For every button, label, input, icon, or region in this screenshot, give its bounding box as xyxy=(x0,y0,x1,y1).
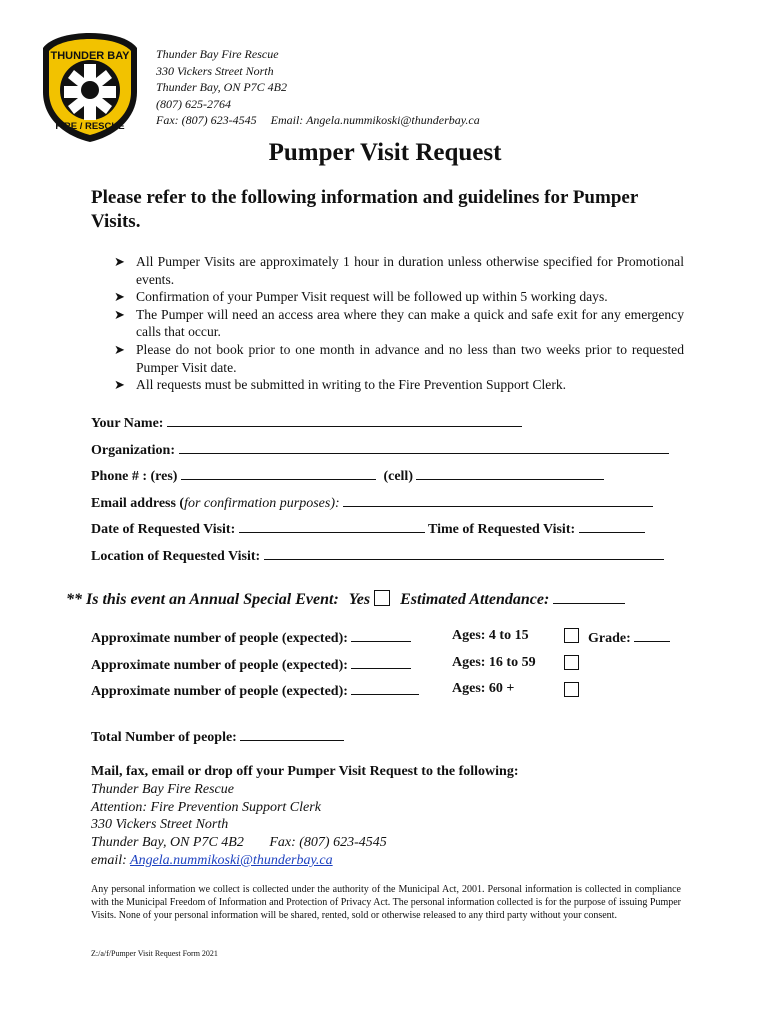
time-label: Time of Requested Visit: xyxy=(428,522,576,537)
logo-bottom-text: FIRE / RESCUE xyxy=(55,121,125,132)
age-4-15-checkbox[interactable] xyxy=(564,628,579,643)
name-row xyxy=(91,413,522,432)
age-60-plus-checkbox[interactable] xyxy=(564,682,579,697)
guideline-item: ➤ The Pumper will need an access area where they can make a quick and safe exit for any emergency calls that occur. xyxy=(114,306,684,340)
location-label: Location of Requested Visit: xyxy=(91,549,261,564)
phone-res-label: Phone # : (res) xyxy=(91,469,178,484)
age-people-field[interactable] xyxy=(351,681,419,695)
age-people-label: Approximate number of people (expected): xyxy=(91,684,348,699)
age-people-field[interactable] xyxy=(351,628,411,642)
arrow-bullet-icon: ➤ xyxy=(114,306,125,322)
guideline-item: ➤ All Pumper Visits are approximately 1 hour in duration unless otherwise specified for Promotional events. xyxy=(114,254,684,287)
guideline-item: ➤ Confirmation of your Pumper Visit request will be followed up within 5 working days. xyxy=(114,289,608,305)
email-row xyxy=(91,493,653,512)
date-label: Date of Requested Visit: xyxy=(91,522,236,537)
mail-heading: Mail, fax, email or drop off your Pumper Visit Request to the following: xyxy=(91,764,519,779)
header-contact xyxy=(156,46,480,129)
mail-fax: Fax: (807) 623-4545 xyxy=(269,835,387,851)
guidelines-list xyxy=(114,253,684,394)
name-field[interactable] xyxy=(167,413,522,427)
total-row xyxy=(91,727,344,746)
mail-instructions xyxy=(91,763,519,870)
age-range-3: Ages: 60 + xyxy=(452,681,515,696)
header-city: Thunder Bay, ON P7C 4B2 xyxy=(156,80,287,95)
mail-email-label: email: xyxy=(91,852,127,868)
arrow-bullet-icon: ➤ xyxy=(114,289,125,305)
page-title: Pumper Visit Request xyxy=(268,139,502,166)
logo-top-text: THUNDER BAY xyxy=(50,50,130,62)
header-fax: Fax: (807) 623-4545 xyxy=(156,113,257,128)
mail-city: Thunder Bay, ON P7C 4B2 xyxy=(91,835,244,851)
mail-email-link[interactable]: Angela.nummikoski@thunderbay.ca xyxy=(130,852,333,868)
arrow-bullet-icon: ➤ xyxy=(114,254,125,269)
intro-heading: Please refer to the following information and guidelines for Pumper Visits. xyxy=(91,187,638,232)
guideline-item: ➤ Please do not book prior to one month in advance and no less than two weeks prior to requested Pumper Visit date. xyxy=(114,341,684,375)
grade-row xyxy=(588,628,670,647)
time-field[interactable] xyxy=(579,519,645,533)
age-row-2 xyxy=(91,655,411,674)
email-label-end: ): xyxy=(330,496,340,511)
header-email: Email: Angela.nummikoski@thunderbay.ca xyxy=(270,113,480,128)
organization-field[interactable] xyxy=(179,440,669,454)
mail-street: 330 Vickers Street North xyxy=(91,817,229,833)
attendance-field[interactable] xyxy=(553,590,625,604)
footer-file-path: Z:/a/f/Pumper Visit Request Form 2021 xyxy=(91,949,218,958)
email-field[interactable] xyxy=(343,493,653,507)
thunder-bay-fire-rescue-logo xyxy=(40,30,140,145)
phone-res-field[interactable] xyxy=(181,466,376,480)
location-field[interactable] xyxy=(264,546,664,560)
location-row xyxy=(91,546,664,565)
age-range-1: Ages: 4 to 15 xyxy=(452,628,529,643)
age-range-2: Ages: 16 to 59 xyxy=(452,655,536,670)
date-field[interactable] xyxy=(239,519,425,533)
total-field[interactable] xyxy=(240,727,344,741)
header-phone: (807) 625-2764 xyxy=(156,96,231,111)
age-16-59-checkbox[interactable] xyxy=(564,655,579,670)
mail-attention: Attention: Fire Prevention Support Clerk xyxy=(91,799,321,815)
grade-label: Grade: xyxy=(588,631,631,646)
special-yes-checkbox[interactable] xyxy=(374,590,390,606)
phone-cell-label: (cell) xyxy=(383,469,413,484)
age-row-1 xyxy=(91,628,411,647)
header-org: Thunder Bay Fire Rescue xyxy=(156,47,279,61)
header-fax-line xyxy=(156,112,480,129)
organization-label: Organization: xyxy=(91,443,175,458)
attendance-label: Estimated Attendance: xyxy=(400,591,550,608)
arrow-bullet-icon: ➤ xyxy=(114,341,125,357)
email-note: for confirmation purposes xyxy=(184,496,331,511)
total-label: Total Number of people: xyxy=(91,730,237,745)
header-street: 330 Vickers Street North xyxy=(156,63,274,78)
phone-row xyxy=(91,466,604,485)
name-label: Your Name: xyxy=(91,416,164,431)
email-label: Email address ( xyxy=(91,496,185,511)
grade-field[interactable] xyxy=(634,628,670,642)
age-row-3 xyxy=(91,681,419,700)
age-people-label: Approximate number of people (expected): xyxy=(91,631,348,646)
mail-city-fax xyxy=(91,834,519,852)
date-time-row xyxy=(91,519,645,538)
mail-org: Thunder Bay Fire Rescue xyxy=(91,781,234,797)
special-yes-label: Yes xyxy=(348,591,371,608)
age-people-field[interactable] xyxy=(351,655,411,669)
mail-email-line xyxy=(91,852,519,870)
guideline-item: ➤ All requests must be submitted in writing to the Fire Prevention Support Clerk. xyxy=(114,377,567,393)
special-prefix: ** xyxy=(66,591,82,608)
special-question: Is this event an Annual Special Event: xyxy=(86,591,339,608)
arrow-bullet-icon: ➤ xyxy=(114,377,125,393)
special-event-row xyxy=(66,590,625,609)
phone-cell-field[interactable] xyxy=(416,466,604,480)
privacy-notice: Any personal information we collect is collected under the authority of the Municipal Act, 2001. Personal information is collected in compliance with the Municipal Freedom of Information and Protection of Privacy Act. The personal information collected is for the purpose of issuing Pumper Visits. None of your personal information will be shared, rented, sold or otherwise released to any third party without your consent. xyxy=(91,884,681,921)
age-people-label: Approximate number of people (expected): xyxy=(91,658,348,673)
organization-row xyxy=(91,440,669,459)
